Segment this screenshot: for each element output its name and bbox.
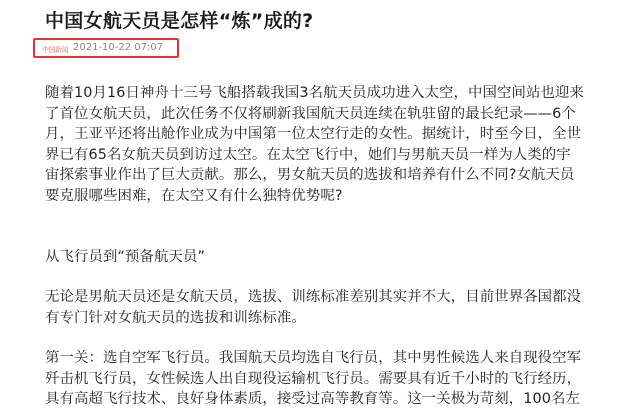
paragraph-intro xyxy=(45,83,605,207)
paragraph-line: 歼击机飞行员，女性候选人出自现役运输机飞行员。需要具有近千小时的飞行经历， xyxy=(45,370,582,387)
section-heading xyxy=(45,247,605,268)
publish-timestamp: 2021-10-22 07:07 xyxy=(73,42,164,53)
paragraph-line: 第一关：选自空军飞行员。我国航天员均选自飞行员，其中男性候选人来自现役空军 xyxy=(45,350,582,366)
paragraph-line: 了首位女航天员，此次任务不仅将刷新我国航天员连续在轨驻留的最长纪录——6个 xyxy=(45,105,576,122)
paragraph-line: 要克服哪些困难，在太空又有什么独特优势呢? xyxy=(45,187,343,204)
paragraph-line: 随着10月16日神舟十三号飞船搭载我国3名航天员成功进入太空，中国空间站也迎来 xyxy=(45,85,584,101)
paragraph-line: 无论是男航天员还是女航天员，选拔、训练标准差别其实并不大，目前世界各国都没 xyxy=(45,289,582,305)
paragraph-line: 具有高超飞行技术、良好身体素质，接受过高等教育等。这一关极为苛刻，100名左 xyxy=(45,391,580,408)
paragraph-line: 从飞行员到“预备航天员” xyxy=(45,249,206,265)
paragraph-line: 界已有65名女航天员到访过太空。在太空飞行中，她们与男航天员一样为人类的宇 xyxy=(45,146,571,163)
paragraph-standards xyxy=(45,287,605,328)
article-title: 中国女航天员是怎样“炼”成的? xyxy=(45,10,314,32)
article-meta-highlight xyxy=(33,38,179,58)
paragraph-first-stage xyxy=(45,348,605,410)
paragraph-line: 有专门针对女航天员的选拔和训练标准。 xyxy=(45,309,306,326)
paragraph-line: 宙探索事业作出了巨大贡献。那么，男女航天员的选拔和培养有什么不同?女航天员 xyxy=(45,167,575,184)
source-logo: 中国新闻 xyxy=(42,46,68,54)
paragraph-line: 月，王亚平还将出舱作业成为中国第一位太空行走的女性。据统计，时至今日，全世 xyxy=(45,126,582,143)
